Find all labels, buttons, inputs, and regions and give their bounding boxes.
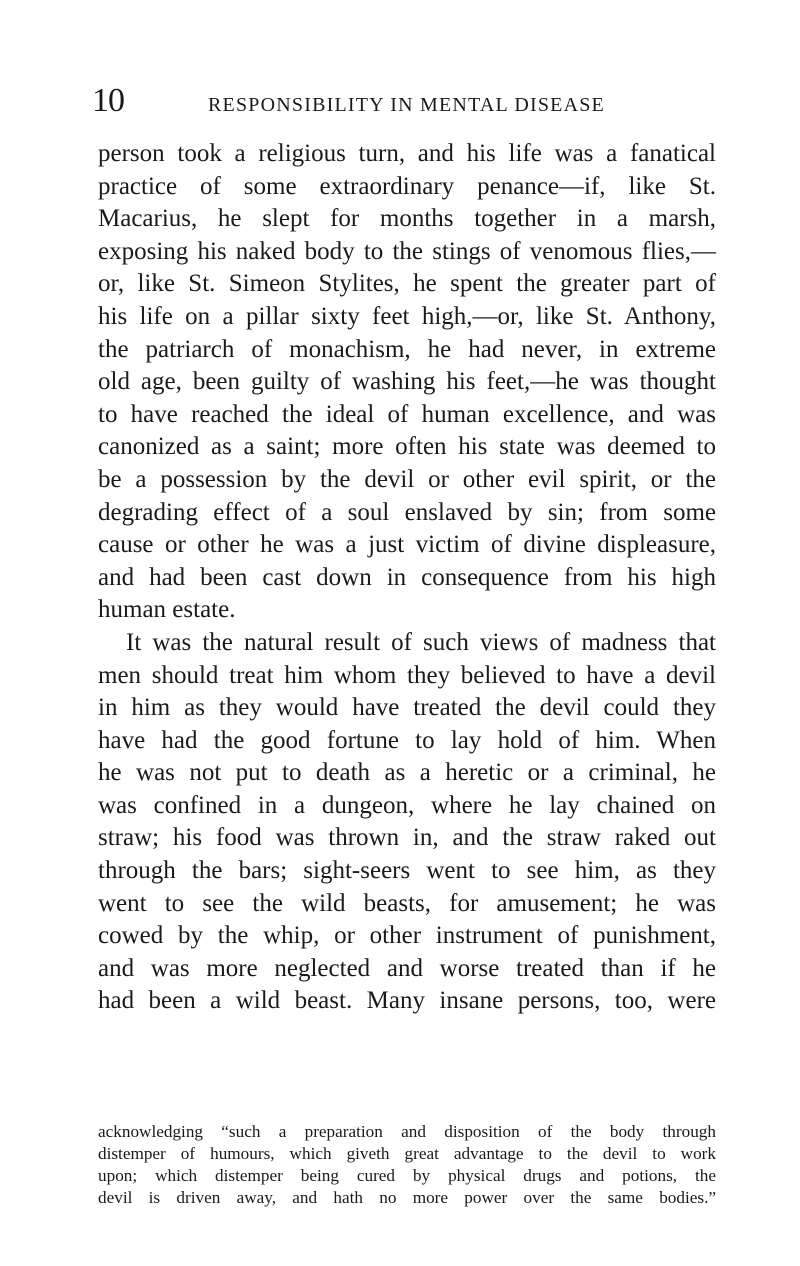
- footnote-line: upon; which distemper being cured by physical drugs and potions, the: [98, 1166, 716, 1185]
- text-line: exposing his naked body to the stings of venomous flies,—: [98, 237, 716, 265]
- text-line: through the bars; sight-seers went to see him, as they: [98, 857, 716, 885]
- footnote-line: distemper of humours, which giveth great advantage to the devil to work: [98, 1144, 716, 1163]
- text-line: cause or other he was a just victim of divine displeasure,: [98, 531, 716, 559]
- text-line: canonized as a saint; more often his state was deemed to: [98, 433, 716, 461]
- page-number: 10: [92, 82, 124, 119]
- text-line: in him as they would have treated the devil could they: [98, 694, 716, 722]
- text-line: cowed by the whip, or other instrument of punishment,: [98, 922, 716, 950]
- text-line: went to see the wild beasts, for amusement; he was: [98, 889, 716, 917]
- text-line: he was not put to death as a heretic or a criminal, he: [98, 759, 716, 787]
- text-line: had been a wild beast. Many insane persons, too, were: [98, 987, 716, 1015]
- text-line: and was more neglected and worse treated than if he: [98, 954, 716, 982]
- text-line: the patriarch of monachism, he had never, in extreme: [98, 335, 716, 363]
- text-line: have had the good fortune to lay hold of him. When: [98, 726, 716, 754]
- text-line: It was the natural result of such views of madness that: [126, 628, 716, 656]
- text-line: to have reached the ideal of human excellence, and was: [98, 400, 716, 428]
- text-line: straw; his food was thrown in, and the straw raked out: [98, 824, 716, 852]
- text-line: person took a religious turn, and his life was a fanatical: [98, 140, 716, 167]
- text-line: practice of some extraordinary penance—if, like St.: [98, 172, 716, 200]
- text-line: be a possession by the devil or other evil spirit, or the: [98, 465, 716, 493]
- text-line: his life on a pillar sixty feet high,—or, like St. Anthony,: [98, 302, 716, 330]
- footnote-line: acknowledging “such a preparation and disposition of the body through: [98, 1122, 716, 1141]
- text-line: or, like St. Simeon Stylites, he spent the greater part of: [98, 270, 716, 298]
- text-line: and had been cast down in consequence from his high: [98, 563, 716, 591]
- footnote: [98, 1121, 716, 1209]
- text-line: degrading effect of a soul enslaved by sin; from some: [98, 498, 716, 526]
- text-line: Macarius, he slept for months together in a marsh,: [98, 205, 716, 233]
- text-line: old age, been guilty of washing his feet,—he was thought: [98, 368, 716, 396]
- text-line: was confined in a dungeon, where he lay chained on: [98, 791, 716, 819]
- running-head: RESPONSIBILITY IN MENTAL DISEASE: [208, 94, 605, 116]
- footnote-line: devil is driven away, and hath no more power over the same bodies.”: [98, 1188, 716, 1207]
- text-line: men should treat him whom they believed to have a devil: [98, 661, 716, 689]
- text-line: human estate.: [98, 596, 236, 624]
- body-text: [98, 138, 716, 1018]
- page-header: [92, 84, 712, 124]
